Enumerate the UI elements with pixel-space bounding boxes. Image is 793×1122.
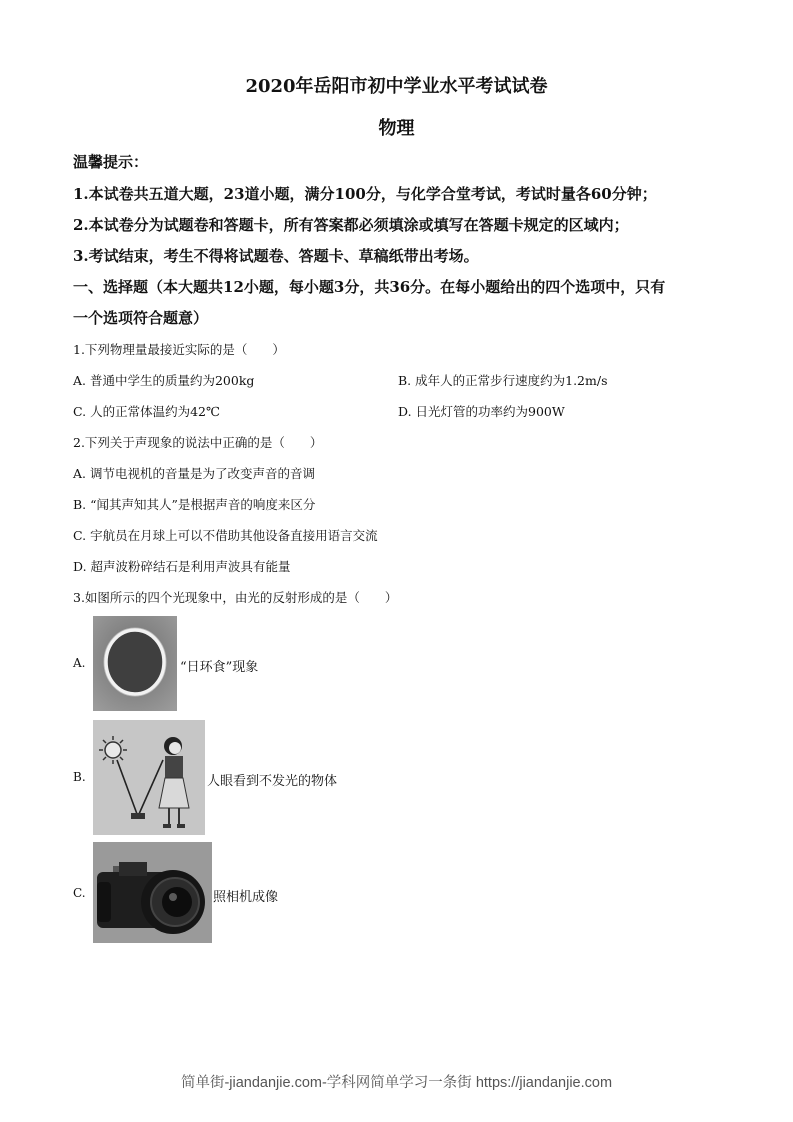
- question-1-option-b: B. 成年人的正常步行速度约为1.2m/s: [398, 373, 608, 388]
- camera-graphic: [93, 842, 212, 943]
- camera-photo: [93, 842, 212, 943]
- question-1-stem: 1.下列物理量最接近实际的是（ ）: [73, 342, 285, 357]
- annular-eclipse-graphic: [93, 616, 177, 711]
- tips-heading: 温馨提示：: [73, 153, 149, 171]
- reflection-diagram-graphic: [93, 720, 205, 835]
- question-2-option-b: B. “闻其声知其人”是根据声音的响度来区分: [73, 497, 316, 512]
- exam-title: 2020年岳阳市初中学业水平考试试卷: [245, 76, 548, 97]
- section-heading-line2: 一个选项符合题意）: [73, 309, 209, 327]
- subject-title: 物理: [378, 118, 415, 139]
- tip-item-3: 3.考试结束，考生不得将试题卷、答题卡、草稿纸带出考场。: [73, 247, 479, 265]
- question-3-option-a-caption: “日环食”现象: [180, 660, 259, 675]
- footer-watermark: 简单街-jiandanjie.com-学科网简单学习一条街 https://jiandanjie.com: [180, 1075, 613, 1091]
- question-3-option-a-label: A.: [73, 656, 86, 670]
- question-2-stem: 2.下列关于声现象的说法中正确的是（ ）: [73, 435, 323, 450]
- question-1-option-a: A. 普通中学生的质量约为200kg: [73, 373, 255, 388]
- question-3-option-c-caption: 照相机成像: [213, 890, 279, 905]
- question-2-option-c: C. 宇航员在月球上可以不借助其他设备直接用语言交流: [73, 528, 378, 543]
- question-2-option-d: D. 超声波粉碎结石是利用声波具有能量: [73, 559, 291, 574]
- annular-eclipse-photo: [93, 616, 177, 711]
- question-1-option-d: D. 日光灯管的功率约为900W: [398, 404, 565, 419]
- question-3-stem: 3.如图所示的四个光现象中，由光的反射形成的是（ ）: [73, 590, 398, 605]
- question-1-option-c: C. 人的正常体温约为42℃: [73, 404, 220, 419]
- question-2-option-a: A. 调节电视机的音量是为了改变声音的音调: [73, 466, 315, 481]
- tip-item-1: 1.本试卷共五道大题，23道小题，满分100分，与化学合堂考试，考试时量各60分钟；: [73, 185, 657, 203]
- tip-item-2: 2.本试卷分为试题卷和答题卡，所有答案都必须填涂或填写在答题卡规定的区域内；: [73, 216, 629, 234]
- question-3-option-b-label: B.: [73, 770, 86, 784]
- sun-mirror-girl-illustration: [93, 720, 205, 835]
- question-3-option-c-label: C.: [73, 886, 86, 900]
- question-3-option-b-caption: 人眼看到不发光的物体: [207, 774, 338, 789]
- section-heading-line1: 一、选择题（本大题共12小题，每小题3分，共36分。在每小题给出的四个选项中，只有: [73, 278, 666, 296]
